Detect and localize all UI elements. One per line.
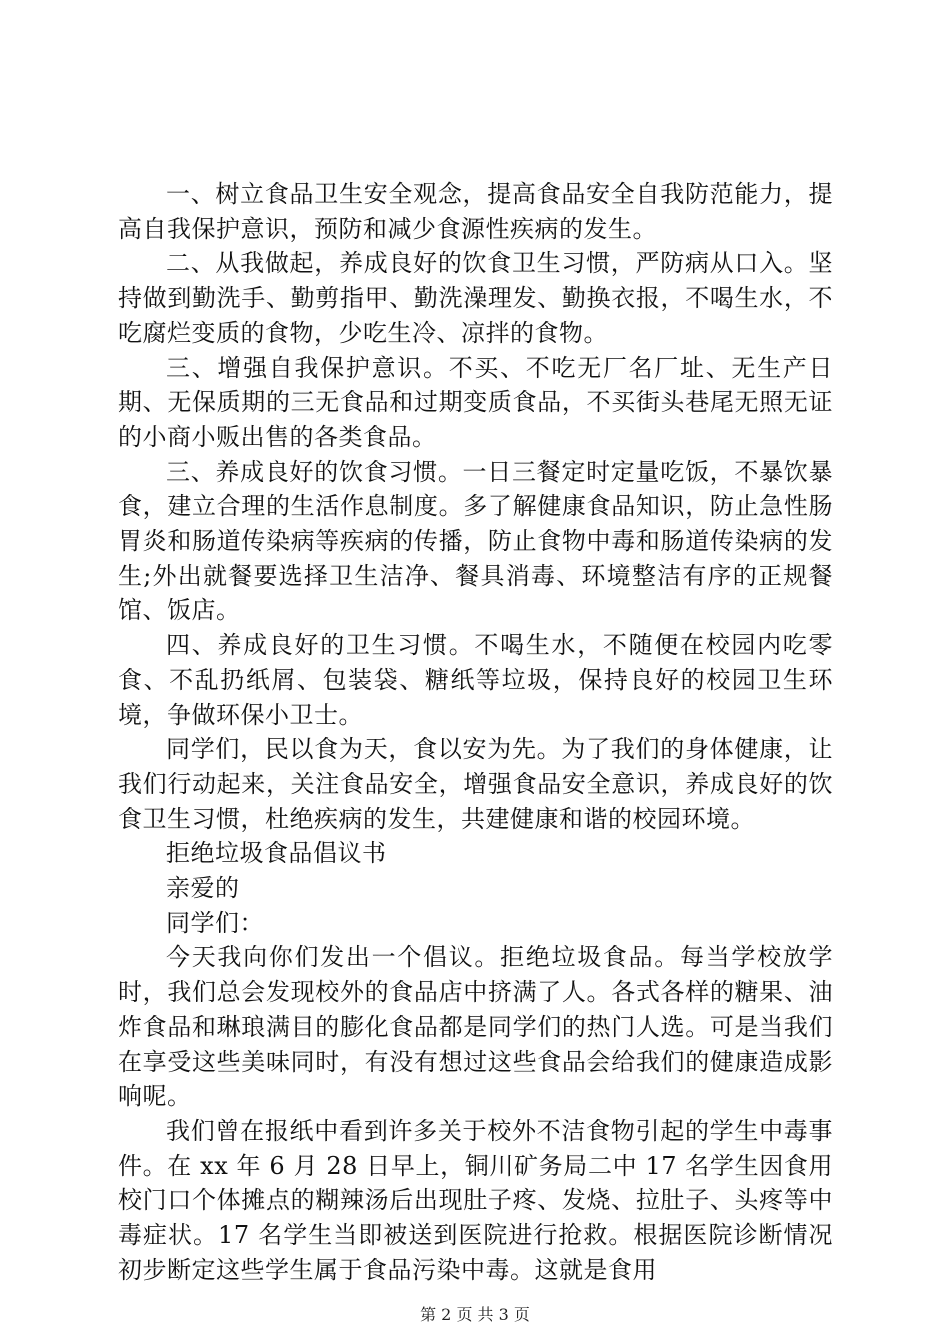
paragraph-eating-habits: 三、养成良好的饮食习惯。一日三餐定时定量吃饭，不暴饮暴食，建立合理的生活作息制度。多了解健康食品知识，防止急性肠胃炎和肠道传染病等疾病的传播，防止食物中毒和肠道传染病的发生;外出就餐要选择卫生洁净、餐具消毒、环境整洁有序的正规餐馆、饭店。 [118,457,833,625]
paragraph-food-safety-awareness: 一、树立食品卫生安全观念，提高食品安全自我防范能力，提高自我保护意识，预防和减少食源性疾病的发生。 [118,180,833,243]
paragraph-proposal: 今天我向你们发出一个倡议。拒绝垃圾食品。每当学校放学时，我们总会发现校外的食品店中挤满了人。各式各样的糖果、油炸食品和琳琅满目的膨化食品都是同学们的热门人选。可是当我们在享受这些美味同时，有没有想过这些食品会给我们的健康造成影响呢。 [118,943,833,1111]
paragraph-self-protection: 三、增强自我保护意识。不买、不吃无厂名厂址、无生产日期、无保质期的三无食品和过期变质食品，不买街头巷尾无照无证的小商小贩出售的各类食品。 [118,353,833,451]
salutation-line-1: 亲爱的 [166,874,240,903]
paragraph-call-to-action: 同学们，民以食为天，食以安为先。为了我们的身体健康，让我们行动起来，关注食品安全，增强食品安全意识，养成良好的饮食卫生习惯，杜绝疾病的发生，共建健康和谐的校园环境。 [118,735,833,833]
salutation-line-2: 同学们： [166,908,264,937]
section-title: 拒绝垃圾食品倡议书 [166,839,387,868]
paragraph-hygiene-habits: 二、从我做起，养成良好的饮食卫生习惯，严防病从口入。坚持做到勤洗手、勤剪指甲、勤洗澡理发、勤换衣报，不喝生水，不吃腐烂变质的食物，少吃生冷、凉拌的食物。 [118,249,833,347]
document-body [118,177,833,1288]
paragraph-poisoning-incident: 我们曾在报纸中看到许多关于校外不洁食物引起的学生中毒事件。在 xx 年 6 月 28 日早上，铜川矿务局二中 17 名学生因食用校门口个体摊点的糊辣汤后出现肚子疼、发烧、拉肚子、头疼等中毒症状。17 名学生当即被送到医院进行抢救。根据医院诊断情况初步断定这些学生属于食品污染中毒。这就是食用 [118,1116,833,1284]
page-number-footer: 第 2 页 共 3 页 [420,1305,530,1324]
paragraph-hygiene-environment: 四、养成良好的卫生习惯。不喝生水，不随便在校园内吃零食、不乱扔纸屑、包装袋、糖纸等垃圾，保持良好的校园卫生环境，争做环保小卫士。 [118,631,833,729]
